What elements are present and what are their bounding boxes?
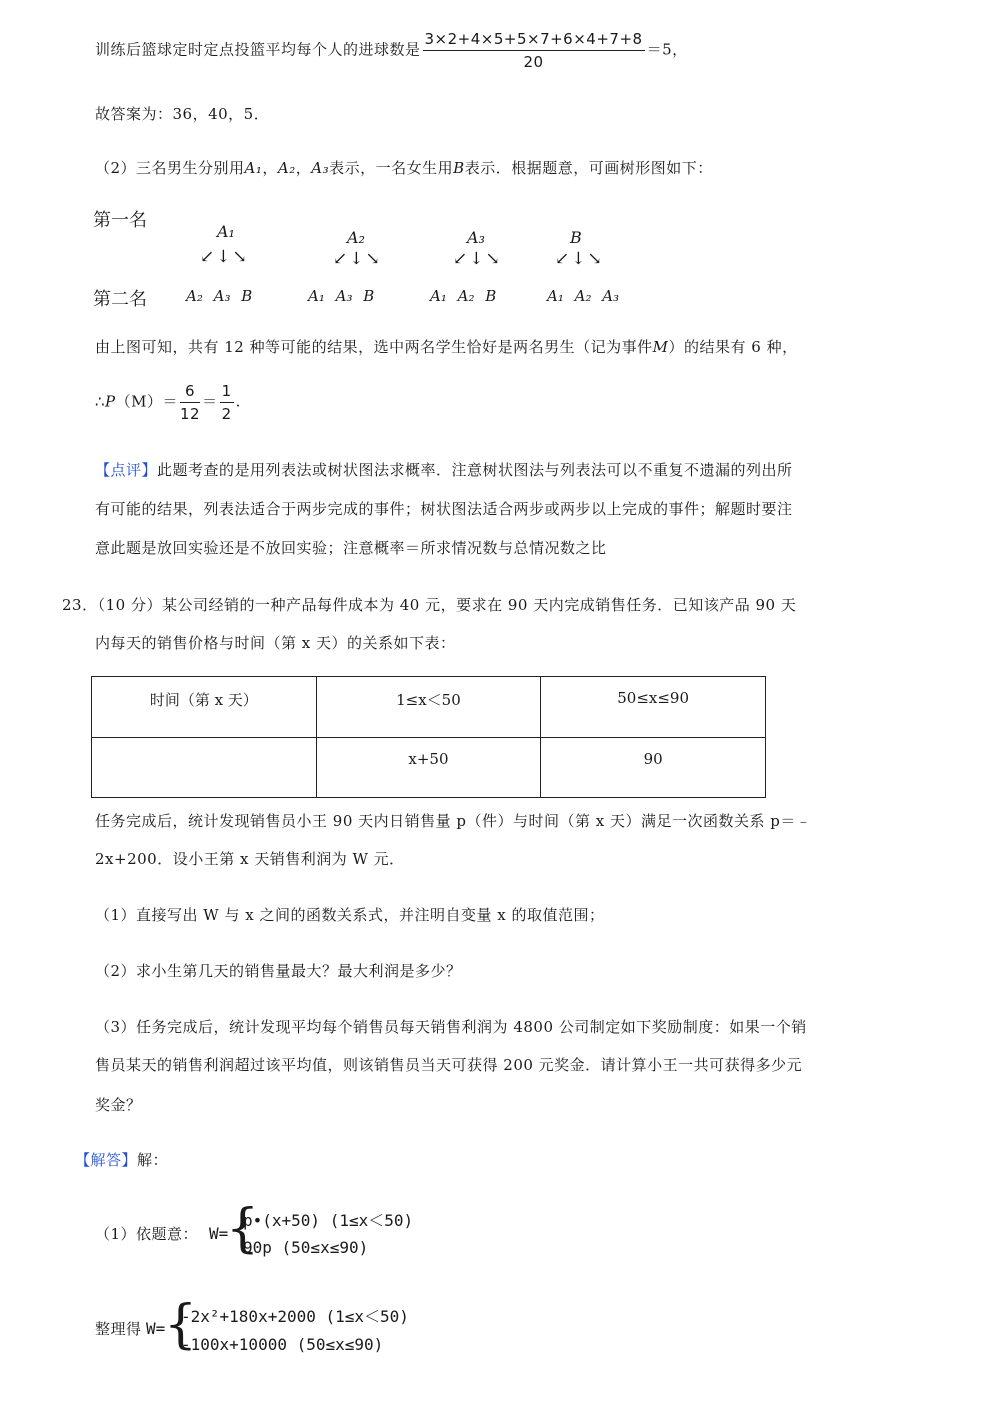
part2-mid: 表示，一名女生用 — [329, 159, 454, 177]
review-text-1: 此题考查的是用列表法或树状图法求概率．注意树状图法与列表法可以不重复不遗漏的列出所 — [157, 461, 793, 479]
table-cell-price-1: x+50 — [316, 738, 541, 798]
prob-event: （M）＝ — [115, 392, 178, 411]
case-4: -100x+10000 (50≤x≤90) — [181, 1335, 384, 1354]
review-line-2: 有可能的结果，列表法适合于两步完成的事件；树状图法适合两步或两步以上完成的事件；解题时要注 — [95, 500, 793, 518]
q23-line-1: 23．（10 分）某公司经销的一种产品每件成本为 40 元，要求在 90 天内完成销售任务．已知该产品 90 天 — [62, 596, 797, 614]
table-row — [92, 677, 766, 738]
part2-suffix: 表示．根据题意，可画树形图如下： — [464, 159, 713, 177]
avg-result: ＝5， — [646, 40, 688, 59]
step1-label: （1）依题意： — [95, 1225, 199, 1243]
left-brace-icon-1: { — [226, 1199, 260, 1259]
case-3: -2x²+180x+2000 (1≤x＜50) — [181, 1307, 409, 1326]
part2-intro: （2）三名男生分别用A₁，A₂，A₃表示，一名女生用B表示．根据题意，可画树形图如下： — [95, 159, 713, 177]
w-equals-2: W= — [146, 1319, 166, 1338]
table-row — [92, 738, 766, 798]
conclusion-text-a: 由上图可知，共有 12 种等可能的结果，选中两名学生恰好是两名男生（记为事件 — [95, 338, 653, 356]
tree-second-label: 第二名 — [93, 289, 147, 310]
conclusion-text-b: ）的结果有 6 种， — [668, 338, 798, 356]
review-line-3: 意此题是放回实验还是不放回实验；注意概率＝所求情况数与总情况数之比 — [95, 539, 607, 557]
part2-prefix: （2）三名男生分别用 — [95, 159, 245, 177]
prob-f2-num: 1 — [220, 380, 234, 403]
table-cell-price-2: 90 — [541, 738, 766, 798]
tree-arrows-a3: ↙↓↘ — [453, 249, 502, 269]
prob-eq: ＝ — [202, 392, 218, 411]
w-equals-1: W= — [209, 1224, 229, 1243]
tree-root-a2: A₂ — [347, 228, 365, 247]
tree-root-a1: A₁ — [217, 222, 235, 241]
prob-f1-num: 6 — [180, 380, 200, 403]
solution-header — [75, 1149, 168, 1170]
table-header-range-1: 1≤x＜50 — [316, 677, 541, 738]
tree-leaves-a3: A₁ A₂ B — [430, 287, 497, 305]
tree-arrows-a2: ↙↓↘ — [333, 249, 382, 269]
prob-fraction-2 — [220, 380, 234, 425]
table-header-range-2: 50≤x≤90 — [541, 677, 766, 738]
answer-line: 故答案为：36，40，5． — [95, 105, 270, 123]
tree-leaves-a2: A₁ A₃ B — [308, 287, 375, 305]
therefore-symbol: ∴ — [95, 392, 106, 411]
question-3-line-2: 售员某天的销售利润超过该平均值，则该销售员当天可获得 200 元奖金．请计算小王一共可获得多少元 — [95, 1056, 803, 1074]
review-tag: 【点评】 — [95, 461, 158, 479]
avg-fraction-denominator: 20 — [523, 53, 544, 71]
tree-root-b: B — [570, 228, 582, 247]
var-a2: A₂ — [277, 159, 296, 177]
question-1: （1）直接写出 W 与 x 之间的函数关系式，并注明自变量 x 的取值范围； — [95, 906, 605, 924]
prob-end: . — [235, 392, 241, 411]
step2-label: 整理得 — [95, 1320, 142, 1338]
event-m: M — [652, 338, 669, 356]
tree-leaves-a1: A₂ A₃ B — [186, 287, 253, 305]
tree-first-label: 第一名 — [93, 210, 147, 231]
tree-root-a3: A₃ — [467, 228, 485, 247]
price-table — [91, 676, 766, 798]
q23-line-2: 内每天的销售价格与时间（第 x 天）的关系如下表： — [95, 634, 456, 652]
case-1: p•(x+50) (1≤x＜50) — [243, 1211, 414, 1230]
conclusion-line — [95, 336, 798, 357]
var-a1: A₁ — [244, 159, 263, 177]
after-table-line-2: 2x+200．设小王第 x 天销售利润为 W 元． — [95, 850, 405, 868]
prob-f2-den: 2 — [221, 405, 232, 423]
case-2: 90p (50≤x≤90) — [243, 1238, 369, 1257]
table-header-time: 时间（第 x 天） — [92, 677, 317, 738]
table-cell-label — [92, 738, 317, 798]
tree-arrows-b: ↙↓↘ — [555, 249, 604, 269]
solution-tag-after: 解： — [137, 1151, 169, 1169]
question-3-line-3: 奖金？ — [95, 1096, 142, 1114]
prob-fraction-1 — [180, 380, 200, 425]
avg-intro: 训练后篮球定时定点投篮平均每个人的进球数是 — [95, 40, 421, 59]
probability-line — [95, 380, 241, 425]
tree-leaves-b: A₁ A₂ A₃ — [547, 287, 620, 305]
var-a3: A₃ — [311, 159, 330, 177]
tree-arrows-a1: ↙↓↘ — [200, 247, 249, 267]
var-b: B — [453, 159, 465, 177]
avg-fraction — [423, 28, 645, 73]
question-3-line-1: （3）任务完成后，统计发现平均每个销售员每天销售利润为 4800 公司制定如下奖励制度：如果一个销 — [95, 1018, 807, 1036]
prob-p: P — [105, 392, 116, 411]
review-line-1 — [95, 459, 793, 480]
avg-fraction-numerator: 3×2+4×5+5×7+6×4+7+8 — [423, 28, 645, 51]
solution-tag: 【解答】 — [75, 1151, 138, 1169]
avg-score-line — [95, 28, 688, 73]
after-table-line-1: 任务完成后，统计发现销售员小王 90 天内日销售量 p（件）与时间（第 x 天）满足一次函数关系 p＝﹣ — [95, 812, 812, 830]
question-2: （2）求小生第几天的销售量最大？最大利润是多少？ — [95, 962, 462, 980]
left-brace-icon-2: { — [164, 1295, 198, 1355]
prob-f1-den: 12 — [180, 405, 201, 423]
